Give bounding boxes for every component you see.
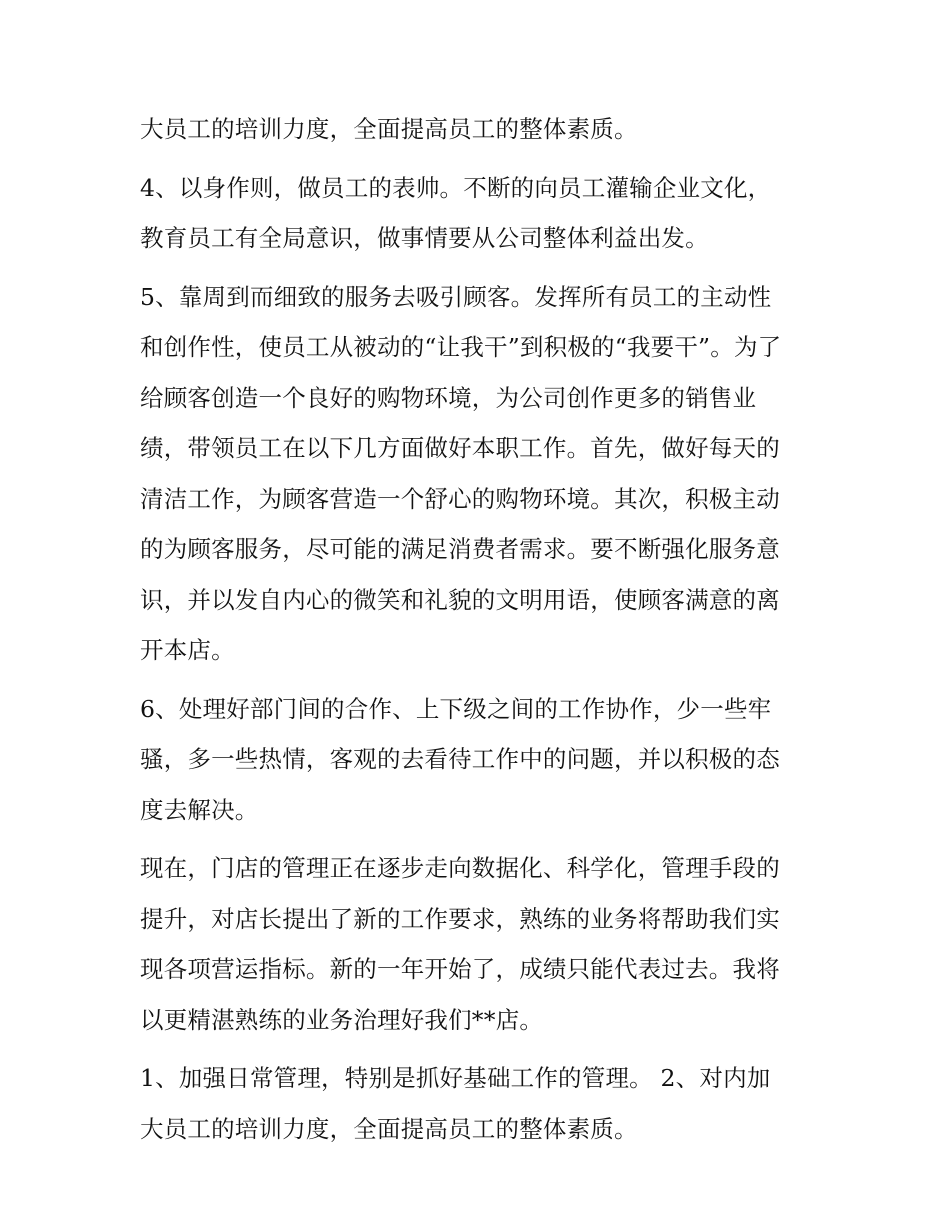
text-line: 骚，多一些热情，客观的去看待工作中的问题，并以积极的态	[140, 745, 780, 773]
paragraph-2	[140, 163, 820, 264]
paragraph-6	[140, 1053, 820, 1154]
text-line: 现在，门店的管理正在逐步走向数据化、科学化，管理手段的	[140, 854, 780, 882]
text-line: 5、靠周到而细致的服务去吸引顾客。发挥所有员工的主动性	[140, 282, 772, 311]
text-line: 给顾客创造一个良好的购物环境，为公司创作更多的销售业	[140, 383, 757, 412]
text-line: 教育员工有全局意识，做事情要从公司整体利益出发。	[140, 224, 709, 252]
text-line: 的为顾客服务，尽可能的满足消费者需求。要不断强化服务意	[140, 535, 780, 563]
text-line: 提升，对店长提出了新的工作要求，熟练的业务将帮助我们实	[140, 904, 780, 933]
text-line: 大员工的培训力度，全面提高员工的整体素质。	[140, 1114, 638, 1143]
paragraph-3	[140, 272, 820, 676]
text-line: 绩，带领员工在以下几方面做好本职工作。首先，做好每天的	[140, 434, 780, 462]
text-line: 开本店。	[140, 636, 235, 664]
text-line: 4、以身作则，做员工的表帅。不断的向员工灌输企业文化，	[140, 173, 772, 202]
paragraph-4	[140, 684, 820, 836]
text-line: 识，并以发自内心的微笑和礼貌的文明用语，使顾客满意的离	[140, 585, 780, 614]
text-line: 大员工的培训力度，全面提高员工的整体素质。	[140, 115, 638, 143]
paragraph-5	[140, 843, 820, 1045]
text-line: 度去解决。	[140, 795, 259, 824]
text-line: 和创作性，使员工从被动的“让我干”到积极的“我要干”。为了	[140, 333, 782, 361]
text-line: 6、处理好部门间的合作、上下级之间的工作协作，少一些牢	[140, 694, 772, 723]
text-line: 现各项营运指标。新的一年开始了，成绩只能代表过去。我将	[140, 955, 780, 983]
document-body	[140, 104, 820, 1162]
text-line: 清洁工作，为顾客营造一个舒心的购物环境。其次，积极主动	[140, 484, 780, 513]
text-line: 以更精湛熟练的业务治理好我们**店。	[140, 1005, 544, 1034]
text-line: 1、加强日常管理，特别是抓好基础工作的管理。 2、对内加	[140, 1064, 771, 1092]
paragraph-1	[140, 104, 820, 155]
